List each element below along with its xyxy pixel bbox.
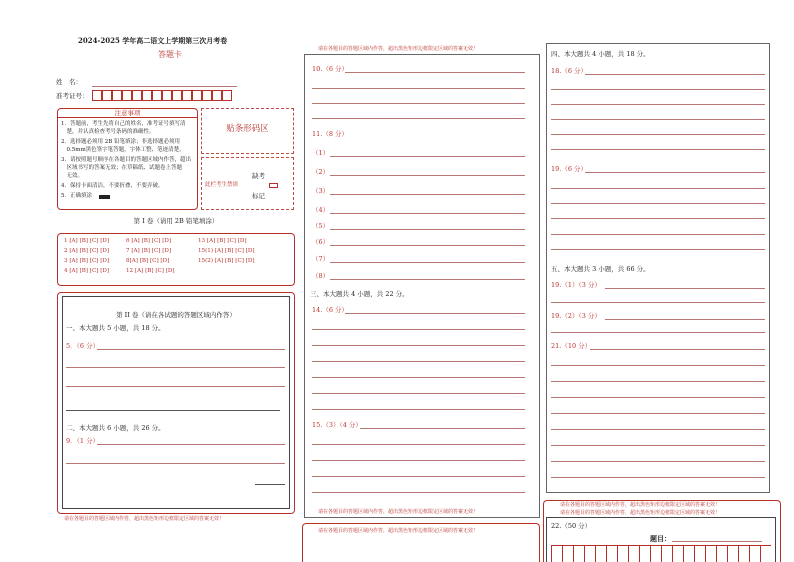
exam-id-cell[interactable] bbox=[172, 90, 182, 101]
exam-id-cell[interactable] bbox=[162, 90, 172, 101]
answer-line[interactable] bbox=[551, 188, 765, 189]
answer-line[interactable] bbox=[551, 445, 765, 446]
choice-row[interactable]: 2 [A] [B] [C] [D] bbox=[64, 248, 110, 254]
answer-line[interactable] bbox=[551, 89, 765, 90]
exam-id-cell[interactable] bbox=[202, 90, 212, 101]
choice-row[interactable]: 8[A] [B] [C] [D] bbox=[126, 258, 170, 264]
answer-line[interactable] bbox=[330, 213, 525, 214]
filled-bubble-sample-icon bbox=[99, 195, 110, 199]
exam-id-cell[interactable] bbox=[142, 90, 152, 101]
boundary-warning: 请在各题目的答题区域内作答，超出黑色矩形边框限定区域的答案无效！ bbox=[560, 502, 721, 508]
choice-row[interactable]: 4 [A] [B] [C] [D] bbox=[64, 268, 110, 274]
section5-heading: 五、本大题共 3 小题，共 66 分。 bbox=[551, 265, 650, 273]
sheet-title: 2024-2025 学年高二语文上学期第三次月考卷 bbox=[78, 36, 228, 45]
answer-line[interactable] bbox=[585, 74, 765, 75]
q11-item-label: （7） bbox=[312, 255, 330, 263]
notice-line: 4．保持卡面清洁，不要折叠、不要弄破。 bbox=[61, 183, 164, 189]
boundary-warning: 请在各题目的答题区域内作答，超出黑色矩形边框限定区域的答案无效！ bbox=[560, 510, 721, 516]
part2-title: 第 II 卷（请在各试题的答题区域内作答） bbox=[116, 311, 236, 319]
exam-id-cell[interactable] bbox=[222, 90, 232, 101]
boundary-warning: 请在各题目的答题区域内作答，超出黑色矩形边框限定区域的答案无效！ bbox=[318, 509, 479, 515]
answer-line[interactable] bbox=[551, 119, 765, 120]
exam-id-cell[interactable] bbox=[182, 90, 192, 101]
answer-line[interactable] bbox=[312, 345, 525, 346]
choice-row[interactable]: 6 [A] [B] [C] [D] bbox=[126, 238, 172, 244]
sheet-subtitle: 答题卡 bbox=[158, 50, 182, 59]
notice-line: 无效。 bbox=[61, 173, 84, 179]
answer-line[interactable] bbox=[66, 367, 285, 368]
barcode-label: 贴条形码区 bbox=[226, 124, 269, 134]
question-18-label: 18.（6 分） bbox=[551, 67, 588, 75]
answer-line[interactable] bbox=[551, 218, 765, 219]
answer-line[interactable] bbox=[330, 229, 525, 230]
middle-answer-box bbox=[304, 54, 540, 518]
choice-row[interactable]: 15(2) [A] [B] [C] [D] bbox=[198, 258, 255, 264]
notice-line: 区域书写的答案无效；在草稿纸、试题卷上答题 bbox=[61, 165, 183, 171]
q11-item-label: （2） bbox=[312, 168, 330, 176]
q11-item-label: （4） bbox=[312, 206, 330, 214]
answer-line[interactable] bbox=[551, 413, 765, 414]
notice-title: 注意事项 bbox=[57, 108, 198, 118]
boundary-warning: 请在各题目的答题区域内作答，超出黑色矩形边框限定区域的答案无效！ bbox=[318, 46, 479, 52]
exam-id-cell[interactable] bbox=[152, 90, 162, 101]
section1-heading: 一、本大题共 5 小题，共 18 分。 bbox=[66, 324, 165, 332]
answer-line[interactable] bbox=[330, 245, 525, 246]
answer-line[interactable] bbox=[330, 156, 525, 157]
answer-line[interactable] bbox=[551, 381, 765, 382]
choice-row[interactable]: 7 [A] [B] [C] [D] bbox=[126, 248, 172, 254]
question-5-label: 5．（6 分） bbox=[66, 342, 100, 350]
answer-line[interactable] bbox=[312, 409, 525, 410]
section4-heading: 四、本大题共 4 小题，共 18 分。 bbox=[551, 50, 650, 58]
name-line[interactable] bbox=[92, 86, 237, 87]
question-19-2-label: 19.（2）（3 分） bbox=[551, 312, 601, 320]
answer-line[interactable] bbox=[551, 302, 765, 303]
section2-heading: 二、本大题共 6 小题，共 26 分。 bbox=[66, 424, 165, 432]
exam-id-cell[interactable] bbox=[92, 90, 102, 101]
answer-line[interactable] bbox=[66, 386, 285, 387]
answer-line[interactable] bbox=[551, 332, 765, 333]
choice-row[interactable]: 1 [A] [B] [C] [D] bbox=[64, 238, 110, 244]
answer-line[interactable] bbox=[360, 428, 525, 429]
notice-line: 5．正确填涂 bbox=[61, 193, 92, 199]
answer-line[interactable] bbox=[330, 262, 525, 263]
question-14-label: 14.（6 分） bbox=[312, 306, 349, 314]
answer-line[interactable] bbox=[312, 460, 525, 461]
choice-row[interactable]: 15(1) [A] [B] [C] [D] bbox=[198, 248, 255, 254]
question-15-label: 15.（3）（4 分） bbox=[312, 421, 362, 429]
notice-line: 0.5mm黑色签字笔答题，字体工整、笔迹清楚。 bbox=[61, 147, 185, 153]
answer-line[interactable] bbox=[97, 349, 285, 350]
q11-item-label: （6） bbox=[312, 238, 330, 246]
question-19-label: 19.（6 分） bbox=[551, 165, 588, 173]
exam-id-cell[interactable] bbox=[112, 90, 122, 101]
answer-line[interactable] bbox=[312, 444, 525, 445]
answer-line[interactable] bbox=[97, 444, 285, 445]
choice-row[interactable]: 12 [A] [B] [C] [D] bbox=[126, 268, 175, 274]
exam-id-cell[interactable] bbox=[122, 90, 132, 101]
question-21-label: 21.（10 分） bbox=[551, 342, 592, 350]
answer-line[interactable] bbox=[551, 365, 765, 366]
answer-line[interactable] bbox=[330, 279, 525, 280]
q11-item-label: （5） bbox=[312, 222, 330, 230]
exam-id-cell[interactable] bbox=[132, 90, 142, 101]
answer-line[interactable] bbox=[551, 429, 765, 430]
absent-checkbox[interactable] bbox=[269, 183, 278, 188]
question-10-label: 10.（6 分） bbox=[312, 65, 349, 73]
boundary-warning: 请在各题目的答题区域内作答，超出黑色矩形边框限定区域的答案无效！ bbox=[64, 516, 225, 522]
question-22-label: 22.（50 分） bbox=[551, 522, 592, 530]
notice-line: 2．选择题必须用 2B 铅笔填涂；非选择题必须用 bbox=[61, 139, 181, 145]
answer-line[interactable] bbox=[551, 461, 765, 462]
exam-id-cell[interactable] bbox=[102, 90, 112, 101]
absent-label-bottom: 标记 bbox=[252, 192, 265, 200]
answer-line[interactable] bbox=[330, 194, 525, 195]
q11-item-label: （1） bbox=[312, 149, 330, 157]
answer-line[interactable] bbox=[255, 484, 285, 485]
q11-item-label: （8） bbox=[312, 272, 330, 280]
answer-line[interactable] bbox=[312, 103, 525, 104]
exam-id-cell[interactable] bbox=[192, 90, 202, 101]
answer-line[interactable] bbox=[605, 288, 765, 289]
question-11-label: 11.（8 分） bbox=[312, 130, 349, 138]
answer-line[interactable] bbox=[590, 349, 765, 350]
answer-line[interactable] bbox=[551, 149, 765, 150]
absent-forbid-label: 此栏考生禁填 bbox=[205, 182, 239, 188]
essay-topic-line[interactable] bbox=[672, 541, 762, 542]
answer-line[interactable] bbox=[585, 172, 765, 173]
q11-item-label: （3） bbox=[312, 187, 330, 195]
answer-line[interactable] bbox=[345, 313, 525, 314]
answer-line[interactable] bbox=[312, 377, 525, 378]
answer-line[interactable] bbox=[312, 118, 525, 119]
exam-id-label: 准考证号： bbox=[56, 92, 89, 100]
answer-line[interactable] bbox=[312, 393, 525, 394]
essay-grid[interactable] bbox=[551, 545, 771, 562]
answer-line[interactable] bbox=[345, 72, 525, 73]
answer-line[interactable] bbox=[312, 88, 525, 89]
absent-label-top: 缺考 bbox=[252, 172, 265, 180]
question-9-label: 9．（1 分） bbox=[66, 437, 100, 445]
answer-line[interactable] bbox=[66, 463, 285, 464]
choice-row[interactable]: 13 [A] [B] [C] [D] bbox=[198, 238, 247, 244]
notice-line: 1．答题前，考生先将自己的姓名，准考证号填写清 bbox=[61, 121, 186, 127]
boundary-warning: 请在各题目的答题区域内作答，超出黑色矩形边框限定区域的答案无效！ bbox=[318, 528, 479, 534]
answer-line[interactable] bbox=[66, 410, 280, 411]
choice-row[interactable]: 3 [A] [B] [C] [D] bbox=[64, 258, 110, 264]
exam-id-cell[interactable] bbox=[212, 90, 222, 101]
answer-line[interactable] bbox=[551, 249, 765, 250]
answer-line[interactable] bbox=[312, 329, 525, 330]
answer-line[interactable] bbox=[551, 234, 765, 235]
answer-line[interactable] bbox=[312, 492, 525, 493]
answer-line[interactable] bbox=[605, 319, 765, 320]
answer-line[interactable] bbox=[551, 134, 765, 135]
notice-line: 楚，并认真检查考号条码的准确性。 bbox=[61, 129, 155, 135]
answer-line[interactable] bbox=[551, 477, 765, 478]
name-label: 姓 名： bbox=[56, 78, 82, 86]
answer-line[interactable] bbox=[551, 203, 765, 204]
answer-line[interactable] bbox=[330, 175, 525, 176]
section3-heading: 三、本大题共 4 小题，共 22 分。 bbox=[310, 290, 409, 298]
notice-line: 3．请按照题号顺序在各题目的答题区域内作答，超出 bbox=[61, 157, 192, 163]
answer-line[interactable] bbox=[312, 476, 525, 477]
answer-line[interactable] bbox=[312, 361, 525, 362]
answer-line[interactable] bbox=[551, 104, 765, 105]
essay-topic-label: 题目： bbox=[650, 534, 671, 543]
question-19-1-label: 19.（1）（3 分） bbox=[551, 281, 601, 289]
part1-title: 第 I 卷（请用 2B 铅笔填涂） bbox=[133, 217, 219, 225]
answer-line[interactable] bbox=[551, 397, 765, 398]
